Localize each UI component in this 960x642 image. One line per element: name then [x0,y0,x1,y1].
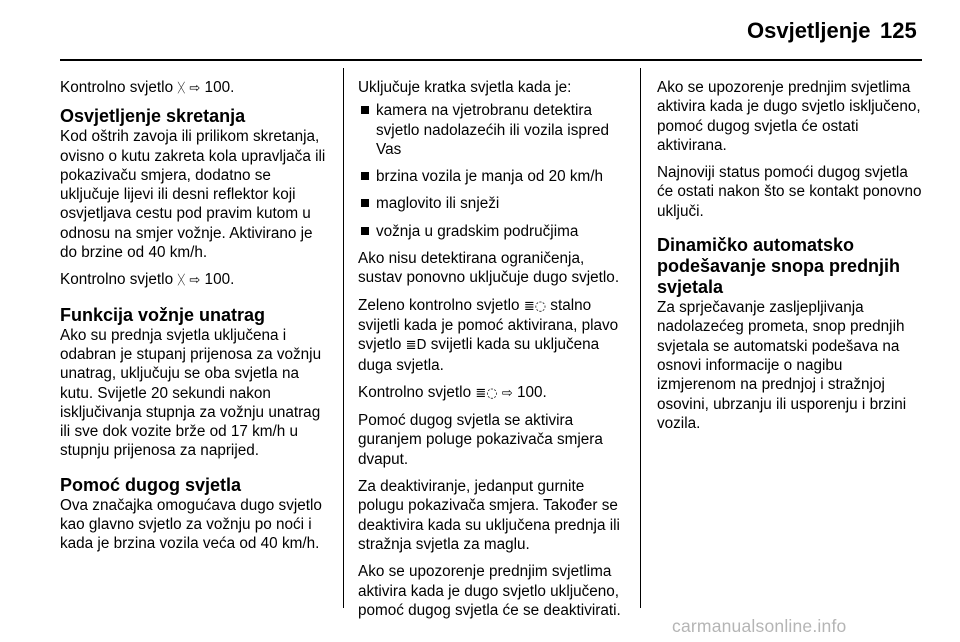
section-heading: Pomoć dugog svjetla [60,474,242,495]
section-text: Ova značajka omogućava dugo svjetlo kao glavno svjetlo za vožnju po noći i kada je brzina vozila veća od 40 km/h. [60,496,322,553]
reference-arrow-icon: ⇨ [189,81,201,96]
column-divider [343,68,344,608]
paragraph: Ako se upozorenje prednjim svjetlima aktivira kada je dugo svjetlo isključeno, pomoć dugog svjetla će ostati aktivirana. [657,79,921,154]
indicator-reference: Kontrolno svjetlo ≣◌ ⇨ 100. [358,383,547,401]
paragraph: Pomoć dugog svjetla se aktivira guranjem poluge pokazivača smjera dvaput. [358,412,603,468]
page-number: 125 [880,18,917,43]
column-1 [60,78,328,562]
list-item: maglovito ili snježi [358,194,626,213]
list-item: kamera na vjetrobranu detektira svjetlo nadolazećih ili vozila ispred Vas [358,101,626,159]
section-text: Ako su prednja svjetla uključena i odabran je stupanj prijenosa za vožnju unatrag, uključuju se oba svjetla na kutu. Svijetle 20 sekundi nakon isključivanja stupnja za vožnju unatrag ili sve dok vozite brže od 17 km/h u stupnju prijenosa za naprijed. [60,326,322,460]
reference-arrow-icon: ⇨ [189,273,201,289]
fog-light-icon: ᚷ [177,81,186,96]
page-title: Osvjetljenje [747,18,871,43]
column-2 [358,78,626,628]
fog-light-icon: ᚷ [177,273,186,289]
paragraph: Ako se upozorenje prednjim svjetlima aktivira kada je dugo svjetlo uključeno, pomoć dugog svjetla će se deaktivirati. [358,563,621,619]
reference-arrow-icon: ⇨ [501,385,513,401]
list-lead: Uključuje kratka svjetla kada je: [358,79,572,96]
high-beam-assist-icon: ≣◌ [523,298,547,314]
section-heading: Funkcija vožnje unatrag [60,304,266,325]
list-item: vožnja u gradskim područjima [358,222,626,241]
section-text: Kod oštrih zavoja ili prilikom skretanja, ovisno o kutu zakreta kola upravljača ili pokazivaču smjera, dodatno se uključuje lijevi ili desni reflektor koji osvjetljava cestu pod pravim kutom u odnosu na smjer vožnje. Aktivirano je do brzine od 40 km/h. [60,128,326,262]
section-heading: Osvjetljenje skretanja [60,106,246,127]
page-header [0,0,960,60]
condition-list [358,101,626,241]
paragraph: Za deaktiviranje, jedanput gurnite polugu pokazivača smjera. Također se deaktivira kada su uključena prednja ili stražnja svjetla za maglu. [358,478,620,553]
paragraph: Ako nisu detektirana ograničenja, sustav ponovno uključuje dugo svjetlo. [358,250,620,287]
paragraph: Najnoviji status pomoći dugog svjetla će ostati nakon što se kontakt ponovno uključi. [657,164,922,220]
high-beam-icon: ≣D [405,338,427,354]
watermark: carmanualsonline.info [672,616,847,636]
indicator-reference: Kontrolno svjetlo ᚷ ⇨ 100. [60,271,235,289]
section-text: Za sprječavanje zasljepljivanja nadolazećeg prometa, snop prednjih svjetala se automatski podešava na osnovi informacije o nagibu izmjerenom na prednjoj i stražnjoj osovini, ubrzanju ili usporenju i brzini vozila. [657,299,907,432]
section-heading: Dinamičko automatsko podešavanje snopa prednjih svjetala [657,235,901,298]
paragraph: Zeleno kontrolno svjetlo ≣◌ stalno svijetli kada je pomoć aktivirana, plavo svjetlo ≣D svijetli kada su uključena duga svjetla. [358,296,619,374]
indicator-reference: Kontrolno svjetlo ᚷ ⇨ 100. [60,79,235,96]
header-divider [60,59,922,61]
list-item: brzina vozila je manja od 20 km/h [358,167,626,186]
column-divider [640,68,641,608]
column-3 [657,78,925,441]
high-beam-assist-icon: ≣◌ [475,385,498,401]
